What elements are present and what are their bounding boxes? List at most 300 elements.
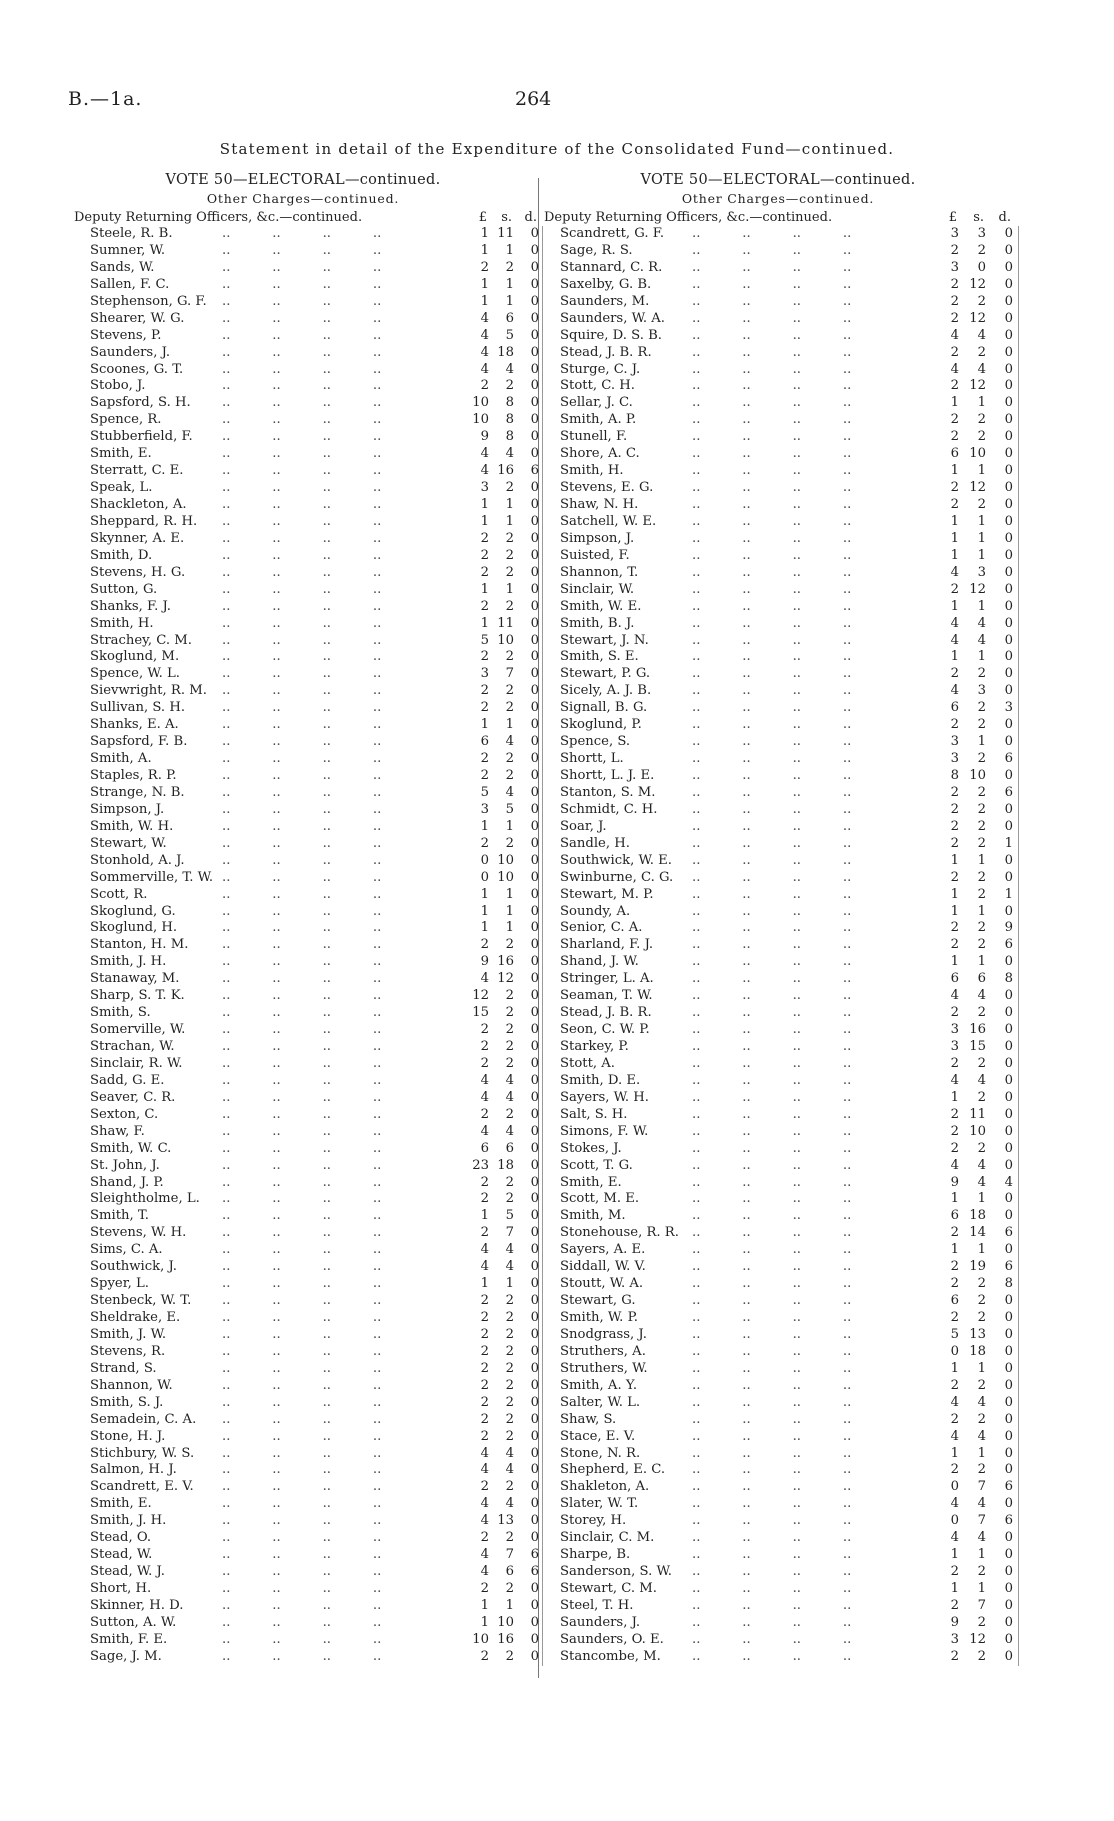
shilling-value: 4 [977,1072,986,1088]
pence-value: 0 [530,700,539,716]
leader-dots: .. .. .. .. [692,784,852,800]
shilling-value: 2 [505,1411,514,1427]
leader-dots: .. .. .. .. [222,513,382,529]
pound-value: 4 [950,564,959,580]
table-row [72,1394,539,1412]
shilling-value: 11 [969,1106,986,1122]
pound-value: 4 [480,1072,489,1088]
shilling-value: 1 [977,547,986,563]
leader-dots: .. .. .. .. [222,1564,382,1580]
pound-value: 2 [480,835,489,851]
leader-dots: .. .. .. .. [222,429,382,445]
pound-value: 1 [480,818,489,834]
pound-value: 2 [950,801,959,817]
pence-value: 0 [530,1191,539,1207]
shilling-value: 1 [977,649,986,665]
pound-value: 0 [950,1343,959,1359]
table-row [542,548,1014,565]
payee-name: Simons, F. W. [560,1123,649,1139]
pence-value: 0 [1004,1208,1013,1224]
payee-name: Smith, J. H. [90,954,167,970]
payee-name: Shand, J. P. [90,1174,164,1190]
pound-value: 2 [480,937,489,953]
pound-value: 3 [950,1631,959,1647]
shilling-value: 1 [505,886,514,902]
table-row [72,1106,539,1124]
table-row [542,1259,1014,1276]
shilling-value: 2 [977,344,986,360]
leader-dots: .. .. .. .. [692,564,852,580]
shilling-value: 18 [969,1343,986,1359]
pence-value: 0 [530,1479,539,1495]
table-row [542,480,1014,497]
right-column [542,172,1014,1666]
leader-dots: .. .. .. .. [692,1411,852,1427]
shilling-value: 12 [969,276,986,292]
leader-dots: .. .. .. .. [692,1208,852,1224]
pound-value: 2 [950,920,959,936]
shilling-value: 10 [969,446,986,462]
leader-dots: .. .. .. .. [222,480,382,496]
pence-value: 0 [530,1394,539,1410]
payee-name: Shackleton, A. [90,497,187,512]
table-row [542,1344,1014,1361]
table-row [542,463,1014,480]
leader-dots: .. .. .. .. [692,1022,852,1038]
shilling-value: 4 [505,1089,514,1105]
table-row [72,598,539,616]
shilling-value: 2 [505,1310,514,1325]
pence-value: 6 [530,1564,539,1580]
payee-name: Sutton, G. [90,581,158,597]
leader-dots: .. .. .. .. [222,632,382,648]
table-row [72,937,539,954]
pound-value: 1 [950,1445,959,1461]
shilling-value: 12 [969,1631,986,1647]
leader-dots: .. .. .. .. [692,1039,852,1054]
payee-name: Simpson, J. [90,801,165,817]
pence-value: 0 [530,1022,539,1038]
pence-value: 0 [530,1648,539,1664]
pence-value: 0 [530,480,539,496]
pound-value: 2 [480,1106,489,1122]
table-row [72,1326,539,1344]
pence-value: 0 [530,344,539,360]
leader-dots: .. .. .. .. [222,361,382,377]
pence-value: 0 [530,1208,539,1224]
table-row [72,1191,539,1208]
table-row [542,395,1014,412]
leader-dots: .. .. .. .. [222,310,382,326]
pound-value: 9 [950,1174,959,1190]
table-row [72,547,539,565]
pence-value: 0 [1004,1242,1013,1258]
leader-dots: .. .. .. .. [692,632,852,648]
shilling-value: 2 [977,429,986,445]
pound-value: 0 [480,852,489,868]
table-row [72,310,539,328]
leader-dots: .. .. .. .. [692,1293,852,1309]
pence-value: 0 [530,598,539,614]
table-row [72,1462,539,1479]
leader-dots: .. .. .. .. [692,886,852,902]
entry-list [72,226,539,1666]
pound-value: 5 [950,1326,959,1342]
shilling-value: 10 [497,1614,514,1630]
table-row [72,734,539,751]
table-row [542,1598,1014,1615]
pound-value: 6 [950,446,959,462]
shilling-value: 2 [977,1055,986,1071]
leader-dots: .. .. .. .. [222,869,382,885]
pound-value: 1 [480,293,489,309]
page-ref: B.—1a. [68,88,143,110]
shilling-value: 2 [977,412,986,428]
leader-dots: .. .. .. .. [692,666,852,682]
shilling-value: 6 [977,971,986,987]
pence-value: 3 [1004,700,1013,716]
leader-dots: .. .. .. .. [222,1039,382,1054]
table-row [72,1581,539,1598]
payee-name: Scoones, G. T. [90,361,184,377]
pence-value: 0 [530,717,539,733]
payee-name: Smith, B. J. [560,615,635,631]
pence-value: 6 [1004,1259,1013,1275]
pence-value: 0 [1004,226,1013,241]
table-row [72,1123,539,1141]
pound-value: 3 [950,1022,959,1038]
pound-value: 2 [950,1106,959,1122]
shilling-value: 2 [505,378,514,394]
table-row [72,361,539,379]
shilling-value: 4 [977,1428,986,1444]
payee-name: Sturge, C. J. [560,361,641,377]
pence-value: 0 [1004,530,1013,546]
pound-value: 10 [472,395,489,411]
pence-value: 0 [1004,1293,1013,1309]
pence-value: 0 [530,1597,539,1613]
payee-name: Smith, M. [560,1208,626,1224]
pound-value: 2 [950,1411,959,1427]
pence-value: 0 [530,1360,539,1376]
leader-dots: .. .. .. .. [692,1259,852,1275]
table-row [542,1005,1014,1022]
leader-dots: .. .. .. .. [692,327,852,343]
payee-name: Sage, J. M. [90,1648,162,1664]
table-row [542,1208,1014,1225]
leader-dots: .. .. .. .. [222,1377,382,1393]
payee-name: Stead, W. [90,1547,153,1563]
table-row [72,869,539,887]
pence-value: 0 [1004,446,1013,462]
payee-name: Smith, F. E. [90,1631,168,1647]
leader-dots: .. .. .. .. [692,1530,852,1546]
shilling-value: 16 [497,1631,514,1647]
payee-name: Sinclair, C. M. [560,1530,655,1546]
table-row [542,277,1014,294]
pence-value: 0 [530,768,539,783]
table-row [72,564,539,582]
table-row [542,497,1014,514]
statement-title: Statement in detail of the Expenditure of the Consolidated Fund—continued. [219,140,895,158]
pound-value: 3 [950,751,959,767]
leader-dots: .. .. .. .. [692,717,852,733]
table-row [542,260,1014,277]
shilling-value: 2 [505,1174,514,1190]
table-row [542,616,1014,633]
payee-name: Spence, R. [90,412,162,428]
leader-dots: .. .. .. .. [692,1614,852,1630]
leader-dots: .. .. .. .. [692,1191,852,1207]
payee-name: Shaw, S. [560,1411,617,1427]
table-row [542,1175,1014,1192]
pence-value: 0 [1004,1360,1013,1376]
leader-dots: .. .. .. .. [692,412,852,428]
payee-name: Shakleton, A. [560,1479,650,1495]
table-row [72,1055,539,1073]
payee-name: Saunders, W. A. [560,310,665,326]
table-row [72,480,539,497]
leader-dots: .. .. .. .. [222,1496,382,1512]
pound-value: 4 [950,615,959,631]
table-row [542,971,1014,988]
table-row [542,870,1014,887]
table-row [72,1157,539,1175]
pound-value: 1 [950,1581,959,1596]
pound-value: 2 [480,1581,489,1596]
pence-value: 0 [1004,463,1013,479]
leader-dots: .. .. .. .. [222,1326,382,1342]
pence-value: 0 [530,226,539,241]
shilling-value: 2 [505,1022,514,1038]
pound-value: 0 [950,1479,959,1495]
shilling-value: 8 [505,395,514,411]
pound-value: 6 [480,734,489,750]
pence-value: 0 [1004,1326,1013,1342]
shilling-value: 8 [505,429,514,445]
pence-value: 0 [1004,801,1013,817]
payee-name: Saxelby, G. B. [560,276,652,292]
payee-name: Spyer, L. [90,1276,149,1292]
pound-value: 2 [480,1360,489,1376]
leader-dots: .. .. .. .. [692,1360,852,1376]
shilling-value: 1 [977,1191,986,1207]
shilling-value: 2 [977,1293,986,1309]
pound-value: 2 [950,717,959,733]
table-row [72,446,539,463]
shilling-value: 1 [505,293,514,309]
table-row [72,1174,539,1192]
table-row [72,395,539,412]
pence-value: 8 [1004,1276,1013,1292]
payee-name: Sexton, C. [90,1106,159,1122]
pound-value: 1 [480,226,489,241]
payee-name: Shaw, N. H. [560,497,639,512]
payee-name: Smith, A. Y. [560,1377,638,1393]
table-row [72,768,539,785]
leader-dots: .. .. .. .. [692,852,852,868]
pence-value: 0 [1004,1072,1013,1088]
table-row [72,1648,539,1666]
pence-value: 0 [1004,1377,1013,1393]
pence-value: 0 [530,497,539,512]
pence-value: 0 [530,632,539,648]
shilling-value: 2 [505,937,514,953]
payee-name: Shaw, F. [90,1123,145,1139]
table-row [72,1411,539,1429]
pence-value: 0 [530,1377,539,1393]
table-row [542,514,1014,531]
leader-dots: .. .. .. .. [222,293,382,309]
pence-value: 0 [530,1039,539,1054]
leader-dots: .. .. .. .. [692,1174,852,1190]
table-row [542,954,1014,971]
leader-dots: .. .. .. .. [692,1276,852,1292]
shilling-value: 11 [497,226,514,241]
pound-value: 2 [480,1191,489,1207]
pound-value: 2 [480,683,489,699]
pound-value: 4 [480,1123,489,1139]
leader-dots: .. .. .. .. [222,1276,382,1292]
shilling-value: 13 [969,1326,986,1342]
pound-value: 2 [950,1377,959,1393]
payee-name: Short, H. [90,1581,152,1596]
table-row [542,1513,1014,1530]
leader-dots: .. .. .. .. [222,818,382,834]
table-row [542,1073,1014,1090]
pence-value: 6 [1004,784,1013,800]
leader-dots: .. .. .. .. [222,1123,382,1139]
pence-value: 0 [1004,513,1013,529]
shilling-value: 2 [505,1106,514,1122]
table-row [542,429,1014,446]
leader-dots: .. .. .. .. [692,378,852,394]
table-row [542,446,1014,463]
leader-dots: .. .. .. .. [692,1140,852,1156]
payee-name: Steele, R. B. [90,226,173,241]
shilling-value: 5 [505,1208,514,1224]
table-row [72,1479,539,1496]
payee-name: Smith, J. H. [90,1513,167,1529]
table-row [542,1276,1014,1293]
pound-value: 3 [950,226,959,241]
leader-dots: .. .. .. .. [692,1089,852,1105]
leader-dots: .. .. .. .. [692,598,852,614]
shilling-value: 4 [505,1496,514,1512]
payee-name: Saunders, M. [560,293,650,309]
pence-value: 0 [530,1242,539,1258]
shilling-value: 4 [505,1259,514,1275]
shilling-value: 4 [977,1157,986,1173]
pound-value: 4 [480,1445,489,1461]
pence-value: 0 [530,886,539,902]
pound-value: 2 [480,598,489,614]
pound-value: 1 [950,598,959,614]
table-row [542,1378,1014,1395]
payee-name: Southwick, W. E. [560,852,672,868]
shilling-value: 4 [505,1242,514,1258]
shilling-value: 7 [505,1225,514,1241]
table-row [72,632,539,650]
leader-dots: .. .. .. .. [222,378,382,394]
payee-name: Starkey, P. [560,1039,629,1054]
pence-value: 0 [530,1530,539,1546]
shilling-value: 2 [977,784,986,800]
pence-value: 0 [1004,1428,1013,1444]
leader-dots: .. .. .. .. [692,1106,852,1122]
pence-value: 0 [1004,1005,1013,1021]
pound-value: 0 [950,1513,959,1529]
leader-dots: .. .. .. .. [222,988,382,1004]
page-number: 264 [515,88,552,110]
shilling-value: 2 [505,1530,514,1546]
payee-name: Stevens, P. [90,327,162,343]
pound-value: 1 [950,852,959,868]
pound-header: £ [478,210,487,225]
table-row [542,599,1014,616]
leader-dots: .. .. .. .. [222,852,382,868]
pence-value: 0 [1004,1547,1013,1563]
pence-value: 0 [1004,1022,1013,1038]
shilling-value: 16 [497,463,514,479]
pence-value: 0 [530,1005,539,1021]
pound-value: 4 [480,971,489,987]
payee-name: Signall, B. G. [560,700,648,716]
table-row [72,717,539,734]
pence-value: 0 [530,395,539,411]
pence-value: 0 [1004,1106,1013,1122]
leader-dots: .. .. .. .. [692,869,852,885]
shilling-value: 1 [505,242,514,258]
pound-value: 1 [480,920,489,936]
shilling-value: 2 [977,1411,986,1427]
pence-value: 0 [530,734,539,750]
pound-value: 4 [950,1428,959,1444]
subheading: Other Charges—continued. [681,191,875,206]
shilling-value: 7 [977,1597,986,1613]
table-row [72,1293,539,1310]
pound-value: 4 [950,1157,959,1173]
shilling-value: 8 [505,412,514,428]
leader-dots: .. .. .. .. [692,1513,852,1529]
leader-dots: .. .. .. .. [222,954,382,970]
payee-name: Sutton, A. W. [90,1614,177,1630]
pound-value: 2 [950,1648,959,1664]
pence-value: 0 [1004,818,1013,834]
table-row [72,1310,539,1327]
table-row [72,1360,539,1378]
shilling-value: 2 [977,1564,986,1580]
shilling-value: 13 [497,1513,514,1529]
leader-dots: .. .. .. .. [222,700,382,716]
table-row [72,683,539,700]
payee-name: Stevens, H. G. [90,564,186,580]
shilling-value: 2 [505,480,514,496]
pence-value: 0 [530,1513,539,1529]
leader-dots: .. .. .. .. [692,971,852,987]
shilling-value: 4 [977,988,986,1004]
table-row [72,497,539,514]
pound-value: 5 [480,784,489,800]
table-row [542,751,1014,768]
payee-name: Spence, S. [560,734,631,750]
pence-value: 0 [1004,429,1013,445]
pound-value: 1 [480,615,489,631]
pound-value: 1 [480,1597,489,1613]
leader-dots: .. .. .. .. [222,497,382,512]
table-row [72,344,539,362]
pound-value: 2 [480,1326,489,1342]
